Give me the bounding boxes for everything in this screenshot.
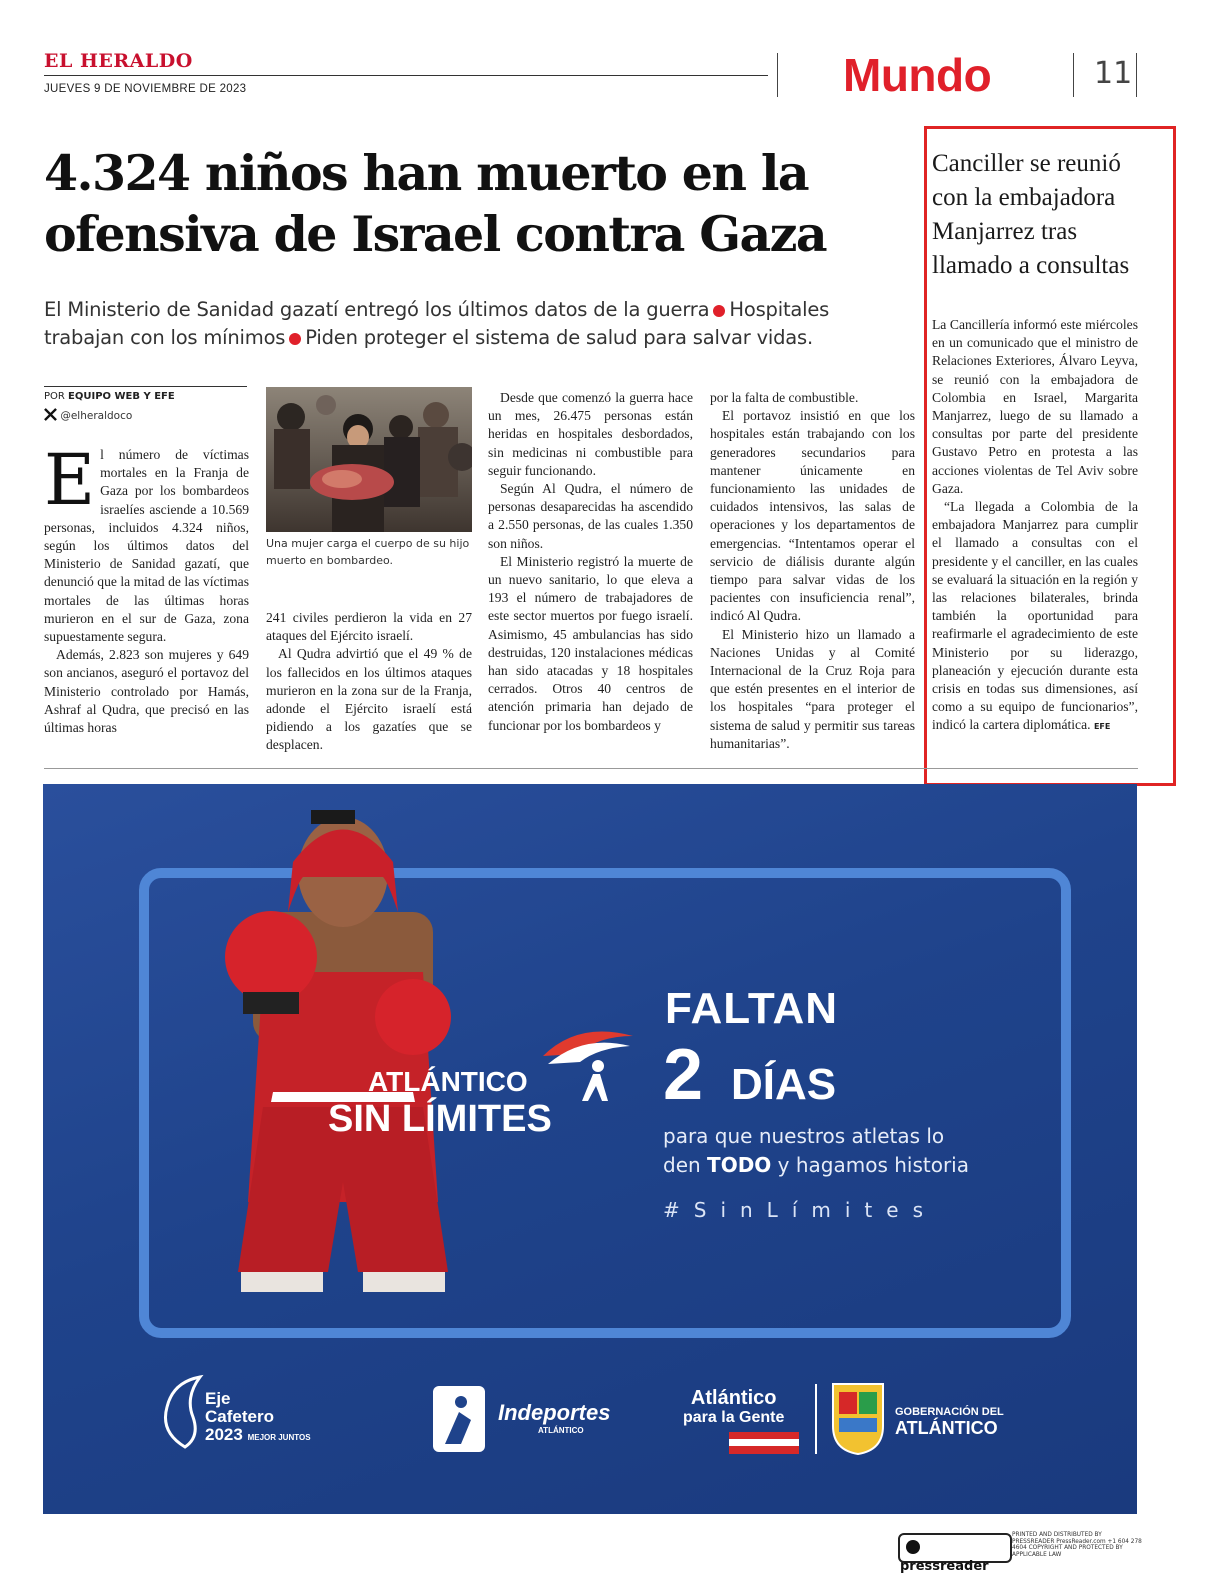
logo-text: Eje [205, 1389, 231, 1408]
section-title: Mundo [843, 49, 992, 101]
indeportes-logo-icon [431, 1384, 487, 1454]
header-rule [44, 75, 768, 76]
tagline-emphasis: TODO [707, 1153, 772, 1177]
ad-countdown-number: 2 [663, 1035, 704, 1115]
logo-text: ATLÁNTICO [895, 1418, 998, 1438]
flag-icon [729, 1432, 799, 1454]
article-paragraph: 241 civiles perdieron la vida en 27 ataques del Ejército israelí. [266, 610, 472, 644]
masthead-logo: EL HERALDO [44, 50, 193, 72]
article-column-2 [266, 609, 472, 755]
article-column-4 [710, 389, 915, 753]
atlantico-logo-icon [538, 1016, 638, 1106]
byline [44, 391, 175, 402]
article-paragraph: Al Qudra advirtió que el 49 % de los fallecidos en los últimos ataques murieron en la zona sur de la Franja, adonde el Ejército israelí está pidiendo a los gazatíes que se desplacen. [266, 646, 472, 753]
byline-author: EQUIPO WEB Y EFE [68, 391, 175, 402]
article-headline [44, 143, 914, 265]
x-handle-text: @elheraldoco [60, 410, 133, 422]
article-column-1 [44, 439, 249, 737]
article-deck [44, 296, 914, 352]
logo-text: Atlántico [690, 1387, 777, 1409]
deck-part: Hospitales trabajan con los mínimos [44, 298, 830, 349]
logo-tag: MEJOR JUNTOS [247, 1433, 311, 1442]
coat-of-arms-icon [829, 1380, 887, 1456]
deck-part: Piden proteger el sistema de salud para salvar vidas. [305, 326, 814, 349]
atlantico-para-la-gente-logo [683, 1388, 784, 1428]
ad-tagline-line1: para que nuestros atletas lo [663, 1124, 945, 1148]
wire-signoff: EFE [1093, 722, 1111, 732]
x-logo-icon [44, 408, 57, 421]
tagline-text: y hagamos historia [771, 1153, 969, 1177]
byline-rule [44, 386, 247, 387]
ad-brand-line1: ATLÁNTICO [368, 1066, 528, 1097]
article-column-3 [488, 389, 693, 735]
drop-cap: E [44, 439, 96, 521]
bullet-dot-icon [289, 333, 301, 345]
logo-subtext: ATLÁNTICO [538, 1426, 584, 1435]
boxer-illustration [193, 802, 493, 1312]
article-paragraph: El Ministerio hizo un llamado a Naciones Unidas y al Comité Internacional de la Cruz Roja para que estén presentes en el interior de los hospitales “para proteger el sistema de salud y permitir sus tareas humanitarias”. [710, 626, 915, 751]
photo-caption: Una mujer carga el cuerpo de su hijo muerto en bombardeo. [266, 537, 470, 567]
headline-line: ofensiva de Israel contra Gaza [44, 205, 827, 263]
logo-text: Indeportes [498, 1400, 611, 1425]
header-divider [1136, 53, 1137, 97]
logo-text: para la Gente [683, 1409, 785, 1426]
advertisement[interactable] [43, 784, 1137, 1514]
sidebar-paragraph-text: “La llegada a Colombia de la embajadora Manjarrez para cumplir el llamado a consultas con el presidente y el canciller, en las cuales se evaluará la situación en la región y las relaciones bilaterales, brinda también la oportunidad para reafirmarle el agradecimiento de este Ministerio por su liderazgo, planeación y ejecución durante esta crisis en todas sus dimensiones, así como a su equipo de funcionarios”, indicó la cartera diplomática. [932, 499, 1138, 733]
article-paragraph: El portavoz insistió en que los hospitales están trabajando con los generadores secundarios para mantener únicamente en funcionamiento las unidades de cuidados intensivos, las salas de operaciones y los departamentos de emergencias. “Intentamos operar el servicio de diálisis durante algún tiempo para salvar vidas de los pacientes con insuficiencia renal”, indicó Al Qudra. [710, 408, 915, 624]
article-paragraph: por la falta de combustible. [710, 390, 859, 405]
sidebar-paragraph [932, 498, 1138, 737]
article-paragraph: Además, 2.823 son mujeres y 649 son ancianos, aseguró el portavoz del Ministerio controlado por Hamás, Ashraf al Qudra, que precisó en las últimas horas [44, 647, 249, 736]
ad-tagline-line2 [663, 1153, 969, 1177]
logo-year: 2023 [205, 1425, 243, 1444]
issue-date: JUEVES 9 DE NOVIEMBRE DE 2023 [44, 83, 247, 95]
byline-prefix: POR [44, 391, 65, 402]
article-paragraph: Desde que comenzó la guerra hace un mes, 26.475 personas están heridas en hospitales desbordados, sin medicinas ni combustible para seguir funcionando. [488, 390, 693, 478]
pressreader-badge[interactable] [898, 1533, 1012, 1574]
headline-line: 4.324 niños han muerto en la [44, 144, 809, 202]
logo-text: Cafetero [205, 1407, 274, 1426]
social-handle[interactable] [44, 408, 132, 422]
bullet-dot-icon [713, 305, 725, 317]
article-photo [266, 387, 472, 532]
pressreader-notice: PRINTED AND DISTRIBUTED BY PRESSREADER PressReader.com +1 604 278 4604 COPYRIGHT AND PROTECTED BY APPLICABLE LAW [1012, 1532, 1142, 1558]
sidebar-body [932, 316, 1138, 737]
header-divider [777, 53, 778, 97]
eje-cafetero-logo [205, 1390, 311, 1447]
article-paragraph: Según Al Qudra, el número de personas desaparecidas ha ascendido a 2.550 personas, de las cuales 1.350 son niños. [488, 481, 693, 551]
logo-text [205, 1426, 311, 1447]
gobernacion-logo [895, 1404, 1004, 1436]
pressreader-label: pressreader [900, 1559, 989, 1574]
indeportes-logo [498, 1400, 610, 1435]
logo-text: GOBERNACIÓN DEL [895, 1406, 1004, 1418]
deck-part: El Ministerio de Sanidad gazatí entregó los últimos datos de la guerra [44, 298, 710, 321]
pressreader-logo-icon [906, 1540, 920, 1554]
sidebar-title: Canciller se reunió con la embajadora Manjarrez tras llamado a consultas [932, 150, 1130, 279]
gaza-photo-image [266, 387, 472, 532]
sidebar-paragraph: La Cancillería informó este miércoles en un comunicado que el ministro de Relaciones Exteriores, Álvaro Leyva, se reunió con la embajadora de Colombia en Israel, Margarita Manjarrez, luego de su llamado a consultas por parte del presidente Gustavo Petro en protesta a las acciones violentas de Tel Aviv sobre Gaza. [932, 317, 1138, 496]
ad-brand-line2: SIN LÍMITES [328, 1098, 552, 1140]
logo-divider [815, 1384, 817, 1454]
tagline-text: den [663, 1153, 708, 1177]
page-number: 11 [1094, 56, 1133, 91]
header-divider [1073, 53, 1074, 97]
article-paragraph: El Ministerio registró la muerte de un nuevo sanitario, lo que eleva a 193 el número de trabajadores de este sector muertos por fuego israelí. Asimismo, 45 ambulancias has sido destruidas, 120 instalaciones médicas han sido atacadas y 18 hospitales cerrados. Otros 40 centros de atención primaria han dejado de funcionar por los bombardeos y [488, 553, 693, 733]
section-rule [44, 768, 1138, 769]
ad-countdown-unit: DÍAS [731, 1060, 837, 1109]
ad-countdown-label: FALTAN [665, 984, 838, 1033]
ad-hashtag: #SinLímites [663, 1198, 937, 1222]
article-paragraph: l número de víctimas mortales en la Franja de Gaza por los bombardeos israelíes asciende a 10.569 personas, incluidos 4.324 niños, según los últimos datos del Ministerio de Sanidad gazatí, que denunció que la mitad de las víctimas mortales de las últimas horas murieron en el sur de Gaza, zona supuestamente segura. [44, 447, 249, 645]
